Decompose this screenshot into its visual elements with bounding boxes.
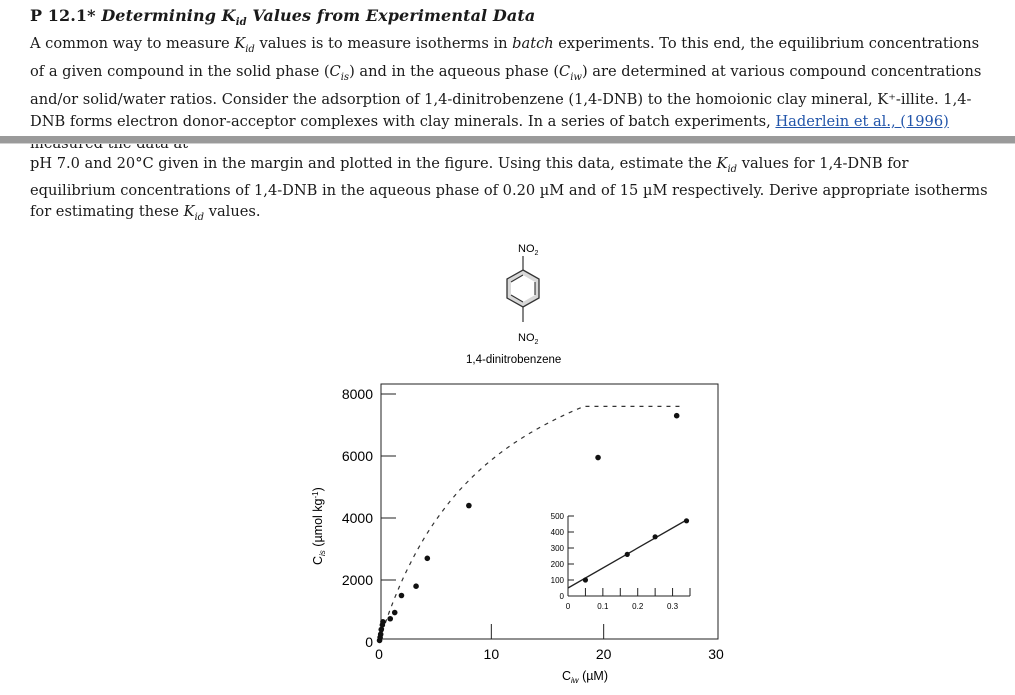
nitro-group-top: $NO_2$ [518, 243, 539, 257]
y-tick-label: 0 [365, 634, 373, 650]
inset-x-tick-label: 0 [565, 602, 571, 611]
x-tick-label: 30 [708, 646, 724, 662]
x-tick-label: 10 [483, 646, 500, 662]
y-tick-label: 4000 [341, 510, 373, 526]
inset-data-point [684, 518, 689, 523]
reference-link[interactable]: Haderlein et al., (1996) [775, 112, 949, 130]
compound-name: 1,4-dinitrobenzene [466, 354, 562, 366]
problem-heading: Determining $K_{id}$ Values from Experimental Data [101, 6, 536, 29]
data-point [399, 593, 405, 599]
data-point [674, 413, 680, 419]
data-point [392, 610, 398, 616]
inset-x-tick-label: 0.3 [667, 602, 679, 611]
inset-y-tick-label: 0 [559, 592, 564, 601]
inset-data-point [653, 534, 658, 539]
data-point [380, 619, 386, 625]
inset-y-tick-label: 500 [550, 512, 564, 521]
plot-frame [381, 384, 718, 639]
y-tick-label: 8000 [341, 386, 373, 402]
inset-data-point [583, 577, 588, 582]
dinitrobenzene-structure [466, 243, 561, 366]
y-tick-label: 2000 [341, 572, 373, 588]
inset-data-point [625, 552, 630, 557]
data-point [466, 503, 472, 509]
inset-y-tick-label: 300 [550, 544, 564, 553]
inset-x-tick-label: 0.2 [632, 602, 644, 611]
x-tick-label: 0 [375, 646, 383, 662]
nitro-group-bottom: $NO_2$ [518, 332, 539, 346]
inset-y-tick-label: 200 [550, 560, 564, 569]
y-tick-label: 6000 [341, 448, 373, 464]
data-point [378, 627, 384, 633]
data-point [413, 583, 419, 589]
inset-chart [551, 512, 690, 611]
inset-x-tick-label: 0.1 [597, 602, 609, 611]
x-axis-label: $C_{iw}$ (µM) [562, 669, 609, 685]
intro-paragraph: A common way to measure $K_{id}$ values is to measure isotherms in batch experiments. To this end, the equilibrium concentrations of a given compound in the solid phase $(C_{is})$ and in the aqueous phase $(C_{iw})$ are determined at various compound concentrations and/or solid/water ratios. Consider the adsorption of 1,4-dinitrobenzene (1,4-DNB) to the homoionic clay mineral, K⁺-illite. 1,4-DNB forms electron donor-acceptor complexes with clay minerals. In a series of batch experiments, Haderlein et al., (1996) [30, 35, 982, 130]
data-point [387, 616, 393, 622]
inset-y-tick-label: 400 [550, 528, 564, 537]
task-paragraph: pH 7.0 and 20°C given in the margin and plotted in the figure. Using this data, estimate the $K_{id}$ values for 1,4-DNB for equilibrium concentrations of 1,4-DNB in the aqueous phase of 0.20 µM and of 15 µM respectively. Derive appropriate isotherms for estimating these $K_{id}$ values. [30, 155, 988, 223]
data-point [595, 455, 601, 461]
y-axis-label: $C_{is}$ (µmol $kg^{-1}$) [311, 487, 327, 565]
inset-y-tick-label: 100 [550, 576, 564, 585]
data-point [425, 556, 431, 562]
x-tick-label: 20 [595, 646, 612, 662]
problem-number: P 12.1* [30, 6, 96, 25]
